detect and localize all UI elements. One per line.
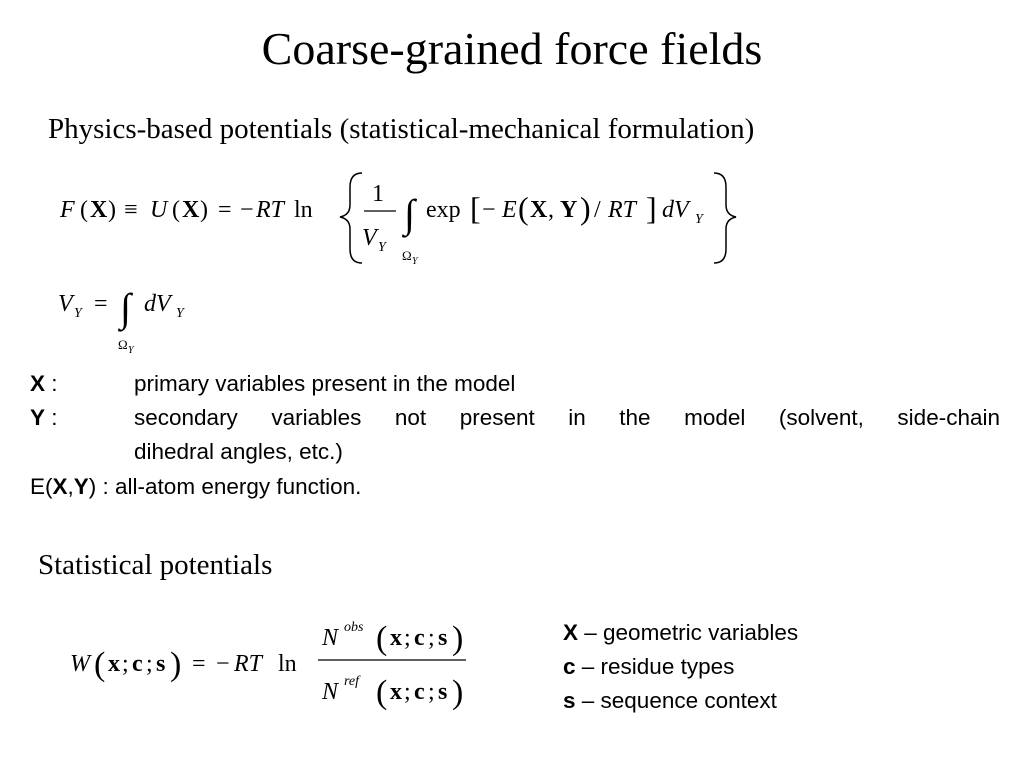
svg-text:,: , xyxy=(548,197,554,223)
definition-y xyxy=(30,405,1000,469)
statistical-potential-equation xyxy=(60,605,500,715)
definition-x-text: primary variables present in the model xyxy=(134,371,516,396)
svg-text:Ω: Ω xyxy=(118,337,128,352)
svg-text:dV: dV xyxy=(662,197,689,223)
definition-x-key: X : xyxy=(30,371,58,396)
svg-text:≡: ≡ xyxy=(124,197,138,223)
svg-text:RT: RT xyxy=(234,651,263,677)
definition-x xyxy=(30,371,1000,401)
svg-text:): ) xyxy=(108,197,116,223)
svg-text:RT: RT xyxy=(256,197,285,223)
svg-text:Y: Y xyxy=(176,306,184,321)
svg-text:;: ; xyxy=(122,651,129,677)
svg-text:s: s xyxy=(156,651,166,677)
svg-text:c: c xyxy=(414,679,425,705)
svg-text:): ) xyxy=(170,646,182,683)
svg-text:N: N xyxy=(322,679,339,705)
svg-text:s: s xyxy=(438,679,448,705)
svg-text:N: N xyxy=(322,625,339,651)
svg-text:;: ; xyxy=(428,679,435,705)
svg-text:c: c xyxy=(132,651,143,677)
svg-text:=: = xyxy=(192,651,206,677)
svg-text:V: V xyxy=(58,291,73,317)
definition-y-key: Y : xyxy=(30,405,58,430)
legend-item-x: X – geometric variables xyxy=(563,620,799,645)
slide-title: Coarse-grained force fields xyxy=(261,23,763,74)
statistical-legend xyxy=(563,616,798,718)
svg-text:;: ; xyxy=(428,625,435,651)
svg-text:Ω: Ω xyxy=(402,248,412,263)
legend-item-c: c – residue types xyxy=(563,654,735,679)
svg-text:x: x xyxy=(108,651,120,677)
svg-text:1: 1 xyxy=(372,181,384,207)
svg-text:c: c xyxy=(414,625,425,651)
svg-text:exp: exp xyxy=(426,197,461,223)
svg-text:=: = xyxy=(94,291,108,317)
free-energy-equation xyxy=(50,165,750,275)
svg-text:): ) xyxy=(452,674,464,711)
svg-text:(: ( xyxy=(172,197,180,223)
svg-text:−: − xyxy=(240,197,254,223)
svg-text:]: ] xyxy=(646,190,657,226)
svg-text:(: ( xyxy=(518,190,529,226)
svg-text:Y: Y xyxy=(74,306,82,321)
svg-text:(: ( xyxy=(94,646,106,683)
svg-text:): ) xyxy=(580,190,591,226)
svg-text:(: ( xyxy=(376,674,388,711)
svg-text:x: x xyxy=(390,679,402,705)
svg-text:): ) xyxy=(200,197,208,223)
volume-equation xyxy=(50,275,250,360)
svg-text:=: = xyxy=(218,197,232,223)
svg-text:s: s xyxy=(438,625,448,651)
svg-text:E: E xyxy=(502,197,517,223)
svg-text:;: ; xyxy=(404,625,411,651)
svg-text:∫: ∫ xyxy=(404,191,415,236)
svg-text:dV: dV xyxy=(144,291,171,317)
energy-definition: E(X,Y) : all-atom energy function. xyxy=(30,474,362,499)
svg-text:Y: Y xyxy=(378,240,386,255)
svg-text:X: X xyxy=(90,197,108,223)
definition-y-text-line1: secondary variables not present in the model (solvent, side-chain xyxy=(134,405,1000,430)
svg-text:−: − xyxy=(216,651,230,677)
svg-text:W: W xyxy=(70,651,90,677)
svg-text:Y: Y xyxy=(695,212,703,227)
svg-text:Y: Y xyxy=(560,197,578,223)
svg-text:;: ; xyxy=(404,679,411,705)
svg-text:X: X xyxy=(530,197,548,223)
svg-text:Y: Y xyxy=(412,256,418,267)
svg-text:Y: Y xyxy=(128,345,134,356)
svg-text:∫: ∫ xyxy=(120,285,131,330)
section-heading-physics: Physics-based potentials (statistical-mechanical formulation) xyxy=(48,113,755,145)
svg-text:): ) xyxy=(452,620,464,657)
svg-text:obs: obs xyxy=(344,620,364,635)
svg-text:−: − xyxy=(482,197,496,223)
svg-text:(: ( xyxy=(376,620,388,657)
svg-text:/: / xyxy=(594,197,601,223)
legend-item-s: s – sequence context xyxy=(563,688,777,713)
svg-text:[: [ xyxy=(470,190,481,226)
svg-text:ref: ref xyxy=(344,674,360,689)
svg-text:F: F xyxy=(60,197,75,223)
section-heading-statistical: Statistical potentials xyxy=(38,549,273,581)
svg-text:(: ( xyxy=(80,197,88,223)
svg-text:X: X xyxy=(182,197,200,223)
definition-y-text-line2: dihedral angles, etc.) xyxy=(134,439,343,464)
svg-text:x: x xyxy=(390,625,402,651)
svg-text:ln: ln xyxy=(278,651,297,677)
svg-text:;: ; xyxy=(146,651,153,677)
svg-text:U: U xyxy=(150,197,168,223)
svg-text:RT: RT xyxy=(608,197,637,223)
svg-text:ln: ln xyxy=(294,197,313,223)
svg-text:V: V xyxy=(362,225,377,251)
